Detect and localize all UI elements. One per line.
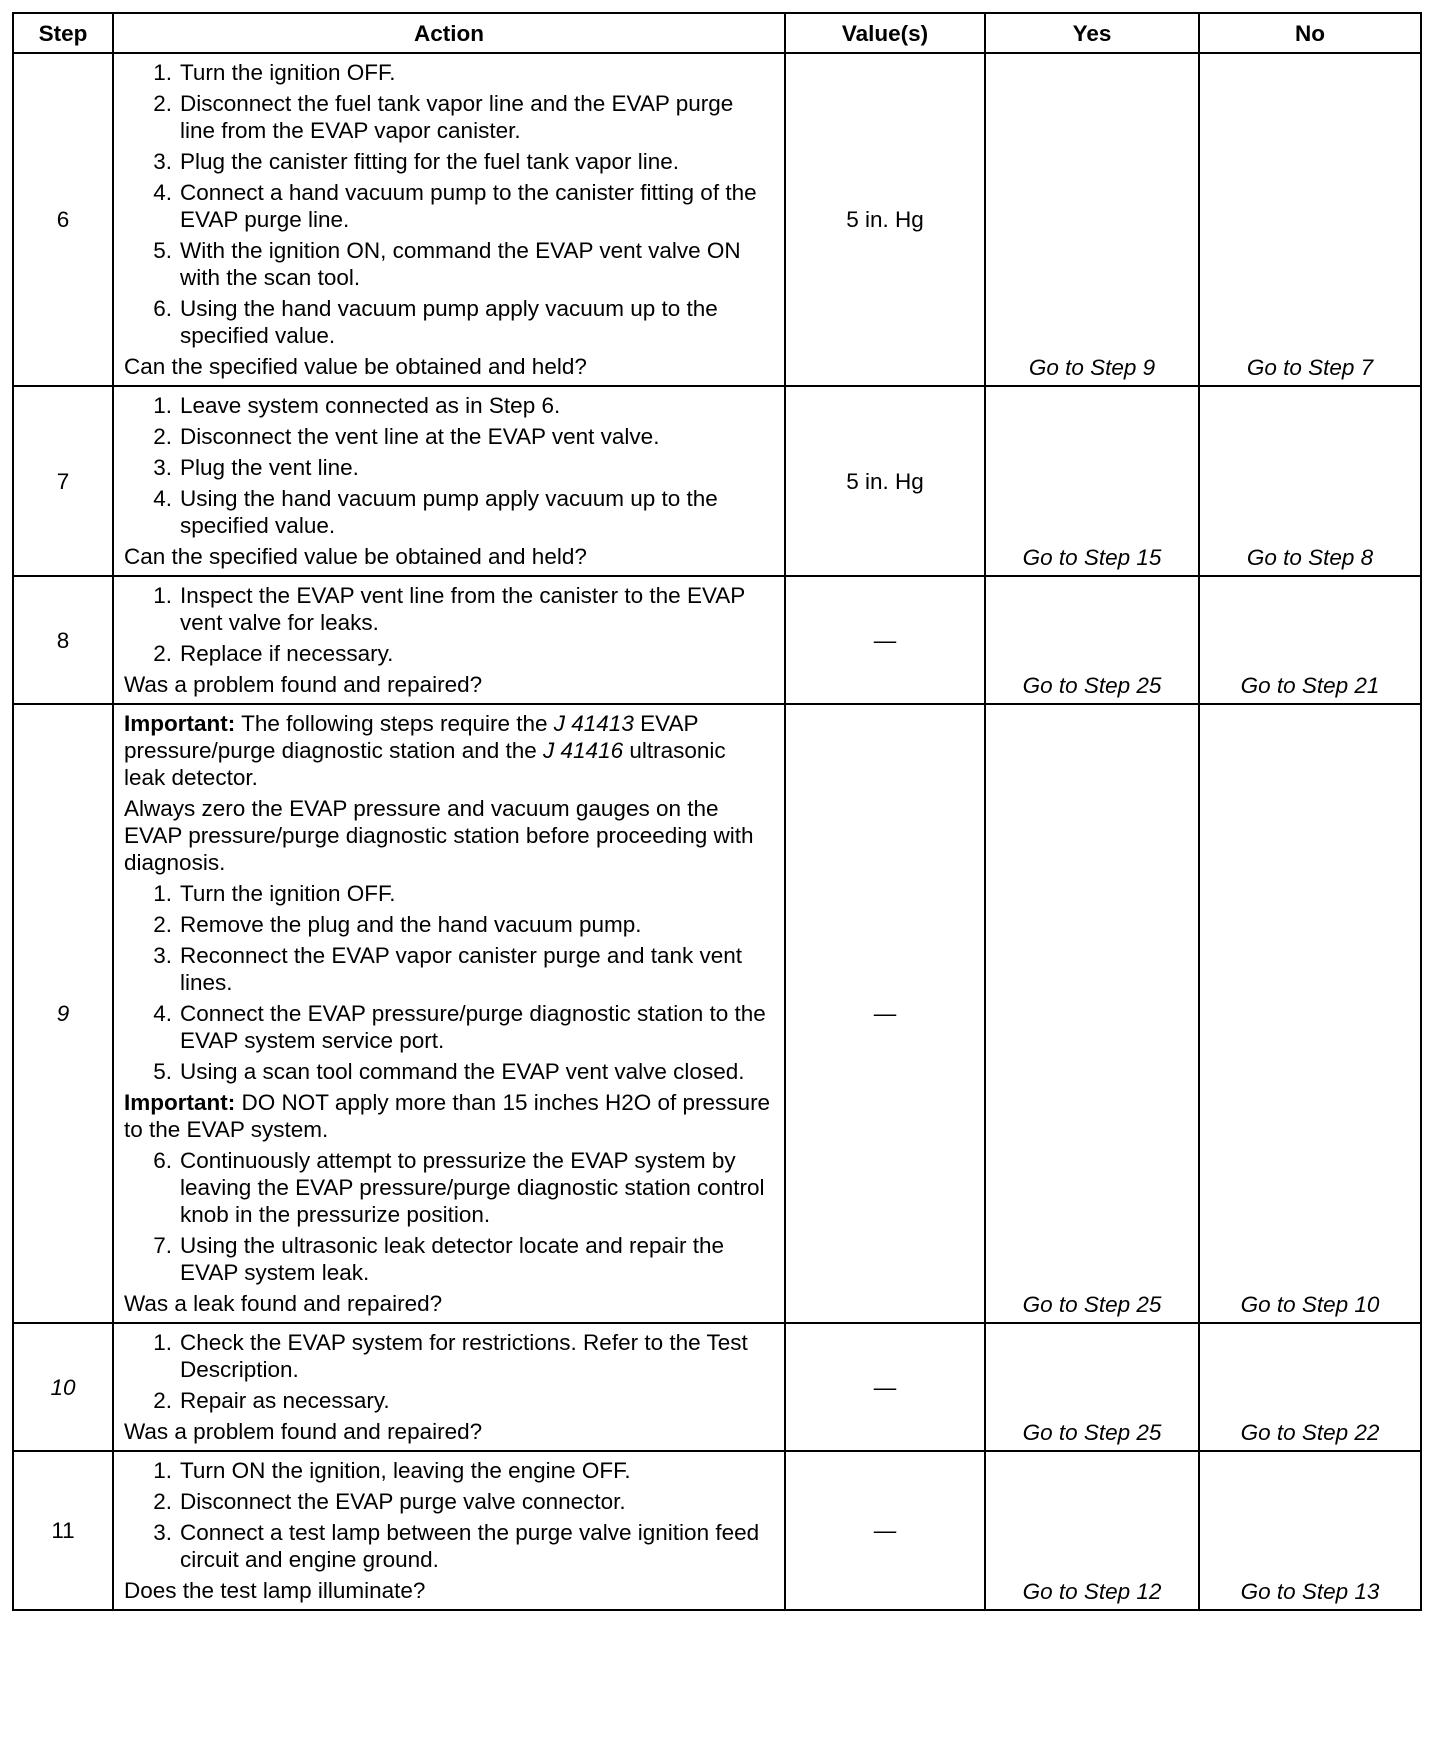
no-cell: Go to Step 10: [1199, 704, 1421, 1323]
header-yes: Yes: [985, 13, 1199, 53]
value-cell: —: [785, 1451, 985, 1610]
action-question: Was a problem found and repaired?: [124, 1419, 483, 1444]
list-item: 2. Replace if necessary.: [153, 641, 394, 666]
yes-cell: Go to Step 25: [985, 1323, 1199, 1451]
value-cell: —: [785, 576, 985, 704]
header-values: Value(s): [785, 13, 985, 53]
no-cell: Go to Step 7: [1199, 53, 1421, 386]
list-item: 4. Connect a hand vacuum pump to the canister fitting of the EVAP purge line.: [153, 180, 757, 232]
action-cell: [113, 704, 785, 1323]
yes-cell: Go to Step 15: [985, 386, 1199, 576]
step-number: 10: [13, 1323, 113, 1451]
important-label: Important:: [124, 711, 236, 736]
header-step: Step: [13, 13, 113, 53]
value-cell: —: [785, 704, 985, 1323]
yes-cell: Go to Step 25: [985, 576, 1199, 704]
list-item: 7. Using the ultrasonic leak detector locate and repair the EVAP system leak.: [153, 1233, 725, 1285]
important-note: Important: DO NOT apply more than 15 inches H2O of pressure to the EVAP system.: [124, 1090, 771, 1142]
important-note: Important: The following steps require the J 41413 EVAP pressure/purge diagnostic station and the J 41416 ultrasonic leak detector.: [124, 711, 726, 790]
diagnostic-table: [12, 12, 1422, 1611]
list-item: 2. Disconnect the vent line at the EVAP vent valve.: [153, 424, 660, 449]
list-item: 3. Connect a test lamp between the purge valve ignition feed circuit and engine ground.: [153, 1520, 760, 1572]
step-number: 7: [13, 386, 113, 576]
tool-number: J 41416: [543, 738, 624, 763]
step-number: 8: [13, 576, 113, 704]
list-item: 1. Turn the ignition OFF.: [153, 881, 396, 906]
list-item: 3. Plug the canister fitting for the fuel tank vapor line.: [153, 149, 680, 174]
action-question: Was a problem found and repaired?: [124, 672, 483, 697]
step-number: 9: [13, 704, 113, 1323]
value-cell: 5 in. Hg: [785, 53, 985, 386]
value-cell: 5 in. Hg: [785, 386, 985, 576]
action-cell: [113, 1451, 785, 1610]
list-item: 5. Using a scan tool command the EVAP vent valve closed.: [153, 1059, 745, 1084]
yes-cell: Go to Step 9: [985, 53, 1199, 386]
table-row: [13, 576, 1421, 704]
table-row: [13, 386, 1421, 576]
list-item: 5. With the ignition ON, command the EVAP vent valve ON with the scan tool.: [153, 238, 741, 290]
table-row: [13, 704, 1421, 1323]
list-item: 6. Using the hand vacuum pump apply vacuum up to the specified value.: [153, 296, 718, 348]
action-question: Can the specified value be obtained and held?: [124, 544, 587, 569]
important-label: Important:: [124, 1090, 236, 1115]
list-item: 2. Disconnect the EVAP purge valve connector.: [153, 1489, 626, 1514]
action-question: Was a leak found and repaired?: [124, 1291, 443, 1316]
list-item: 1. Check the EVAP system for restrictions. Refer to the Test Description.: [153, 1330, 748, 1382]
action-cell: [113, 576, 785, 704]
yes-cell: Go to Step 12: [985, 1451, 1199, 1610]
action-question: Does the test lamp illuminate?: [124, 1578, 426, 1603]
no-cell: Go to Step 22: [1199, 1323, 1421, 1451]
list-item: 6. Continuously attempt to pressurize the EVAP system by leaving the EVAP pressure/purge diagnostic station control knob in the pressurize position.: [153, 1148, 765, 1227]
list-item: 3. Reconnect the EVAP vapor canister purge and tank vent lines.: [153, 943, 743, 995]
tool-number: J 41413: [553, 711, 634, 736]
table-row: [13, 53, 1421, 386]
list-item: 1. Inspect the EVAP vent line from the canister to the EVAP vent valve for leaks.: [153, 583, 745, 635]
list-item: 4. Using the hand vacuum pump apply vacuum up to the specified value.: [153, 486, 718, 538]
step-number: 11: [13, 1451, 113, 1610]
header-no: No: [1199, 13, 1421, 53]
action-question: Can the specified value be obtained and held?: [124, 354, 587, 379]
list-item: 2. Disconnect the fuel tank vapor line and the EVAP purge line from the EVAP vapor canister.: [153, 91, 734, 143]
header-action: Action: [113, 13, 785, 53]
list-item: 2. Remove the plug and the hand vacuum pump.: [153, 912, 642, 937]
list-item: 4. Connect the EVAP pressure/purge diagnostic station to the EVAP system service port.: [153, 1001, 766, 1053]
list-item: 1. Turn ON the ignition, leaving the engine OFF.: [153, 1458, 631, 1483]
list-item: 3. Plug the vent line.: [153, 455, 359, 480]
action-cell: [113, 53, 785, 386]
no-cell: Go to Step 8: [1199, 386, 1421, 576]
list-item: 2. Repair as necessary.: [153, 1388, 390, 1413]
table-row: [13, 1323, 1421, 1451]
no-cell: Go to Step 13: [1199, 1451, 1421, 1610]
action-cell: [113, 1323, 785, 1451]
step-number: 6: [13, 53, 113, 386]
header-row: [13, 13, 1421, 53]
instruction-note: Always zero the EVAP pressure and vacuum gauges on the EVAP pressure/purge diagnostic station before proceeding with diagnosis.: [124, 796, 754, 875]
action-cell: [113, 386, 785, 576]
list-item: 1. Leave system connected as in Step 6.: [153, 393, 561, 418]
list-item: 1. Turn the ignition OFF.: [153, 60, 396, 85]
table-row: [13, 1451, 1421, 1610]
no-cell: Go to Step 21: [1199, 576, 1421, 704]
yes-cell: Go to Step 25: [985, 704, 1199, 1323]
value-cell: —: [785, 1323, 985, 1451]
